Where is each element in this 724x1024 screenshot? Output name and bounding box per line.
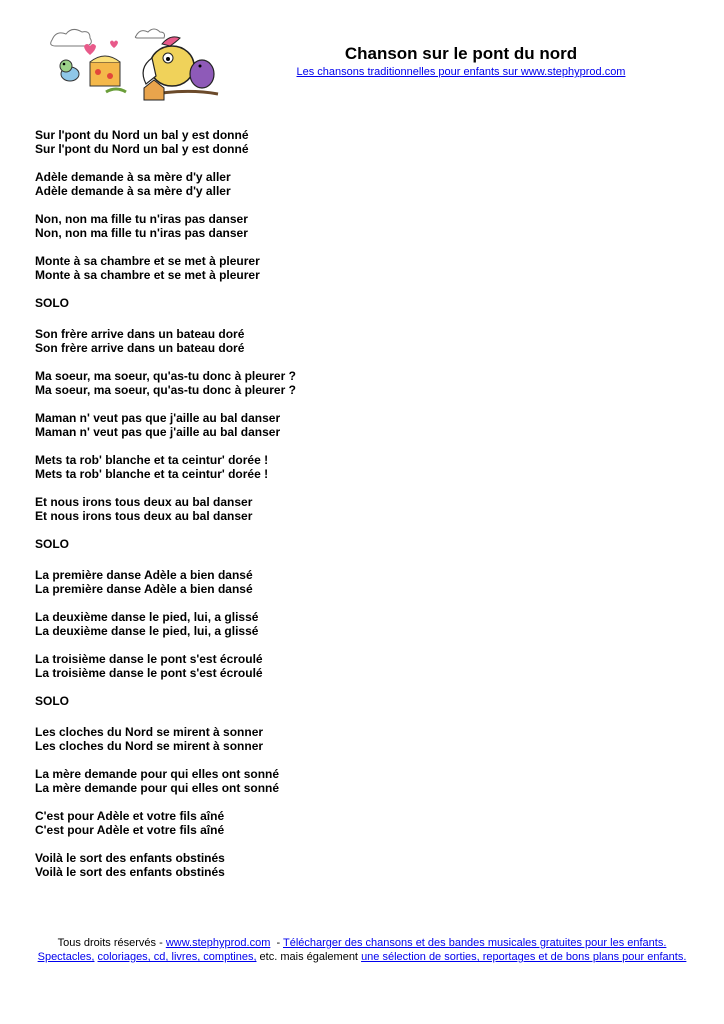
stanza (35, 170, 455, 198)
lyric-line: La deuxième danse le pied, lui, a glissé (35, 624, 259, 638)
stanza (35, 809, 455, 837)
lyric-line: Les cloches du Nord se mirent à sonner (35, 739, 264, 753)
subtitle-link-wrapper (280, 65, 642, 79)
footer-separator: - (270, 937, 283, 949)
lyric-line: Adèle demande à sa mère d'y aller (35, 184, 231, 198)
page-title: Chanson sur le pont du nord (344, 44, 578, 63)
stanza (35, 369, 455, 397)
stanza (35, 767, 455, 795)
footer-site-link[interactable]: www.stephyprod.com (165, 937, 271, 949)
footer-selection-link[interactable]: une sélection de sorties, reportages et de bons plans pour enfants. (361, 951, 687, 963)
lyric-line: Son frère arrive dans un bateau doré (35, 341, 245, 355)
lyric-line: La mère demande pour qui elles ont sonné (35, 781, 280, 795)
stanza (35, 725, 455, 753)
lyric-line: Sur l'pont du Nord un bal y est donné (35, 128, 249, 142)
lyric-line: La mère demande pour qui elles ont sonné (35, 767, 280, 781)
footer-rights-text: Tous droits réservés - (57, 937, 166, 949)
lyric-line: Et nous irons tous deux au bal danser (35, 509, 253, 523)
stanza (35, 610, 455, 638)
footer-line-1 (0, 936, 724, 950)
lyric-line: SOLO (35, 694, 70, 708)
lyric-line: C'est pour Adèle et votre fils aîné (35, 823, 225, 837)
lyric-line: Ma soeur, ma soeur, qu'as-tu donc à pleurer ? (35, 383, 296, 397)
lyric-line: Voilà le sort des enfants obstinés (35, 865, 225, 879)
lyric-line: Et nous irons tous deux au bal danser (35, 495, 253, 509)
stanza (35, 851, 455, 879)
footer-download-link[interactable]: Télécharger des chansons et des bandes musicales gratuites pour les enfants. (283, 937, 667, 949)
lyric-line: Adèle demande à sa mère d'y aller (35, 170, 231, 184)
lyric-line: Les cloches du Nord se mirent à sonner (35, 725, 264, 739)
lyric-line: La première danse Adèle a bien dansé (35, 582, 253, 596)
lyric-line: Non, non ma fille tu n'iras pas danser (35, 212, 248, 226)
solo-marker (35, 694, 455, 708)
stanza (35, 495, 455, 523)
footer (0, 936, 724, 964)
lyric-line: SOLO (35, 296, 70, 310)
footer-spectacles-link[interactable]: Spectacles, (37, 951, 95, 963)
lyrics (35, 128, 455, 893)
lyric-line: Voilà le sort des enfants obstinés (35, 851, 225, 865)
footer-line-2 (0, 950, 724, 964)
lyric-line: Non, non ma fille tu n'iras pas danser (35, 226, 248, 240)
stanza (35, 568, 455, 596)
lyric-line: Monte à sa chambre et se met à pleurer (35, 268, 260, 282)
solo-marker (35, 296, 455, 310)
lyric-line: Maman n' veut pas que j'aille au bal danser (35, 411, 281, 425)
lyric-line: La troisième danse le pont s'est écroulé (35, 666, 263, 680)
lyric-line: Mets ta rob' blanche et ta ceintur' dorée ! (35, 467, 269, 481)
solo-marker (35, 537, 455, 551)
stanza (35, 254, 455, 282)
stephyprod-logo (44, 22, 222, 102)
lyric-line: La troisième danse le pont s'est écroulé (35, 652, 263, 666)
lyric-line: Ma soeur, ma soeur, qu'as-tu donc à pleurer ? (35, 369, 296, 383)
lyric-line: C'est pour Adèle et votre fils aîné (35, 809, 225, 823)
footer-etc-text: etc. mais également (256, 951, 362, 963)
lyric-line: Sur l'pont du Nord un bal y est donné (35, 142, 249, 156)
lyric-line: La première danse Adèle a bien dansé (35, 568, 253, 582)
stanza (35, 128, 455, 156)
stanza (35, 453, 455, 481)
subtitle-link[interactable]: Les chansons traditionnelles pour enfants sur www.stephyprod.com (296, 66, 626, 78)
stanza (35, 652, 455, 680)
footer-coloriages-link[interactable]: coloriages, cd, livres, comptines, (97, 951, 257, 963)
stanza (35, 411, 455, 439)
lyric-line: SOLO (35, 537, 70, 551)
lyric-line: La deuxième danse le pied, lui, a glissé (35, 610, 259, 624)
stanza (35, 327, 455, 355)
lyric-line: Mets ta rob' blanche et ta ceintur' dorée ! (35, 453, 269, 467)
stanza (35, 212, 455, 240)
lyric-line: Maman n' veut pas que j'aille au bal danser (35, 425, 281, 439)
lyric-line: Monte à sa chambre et se met à pleurer (35, 254, 260, 268)
lyric-line: Son frère arrive dans un bateau doré (35, 327, 245, 341)
